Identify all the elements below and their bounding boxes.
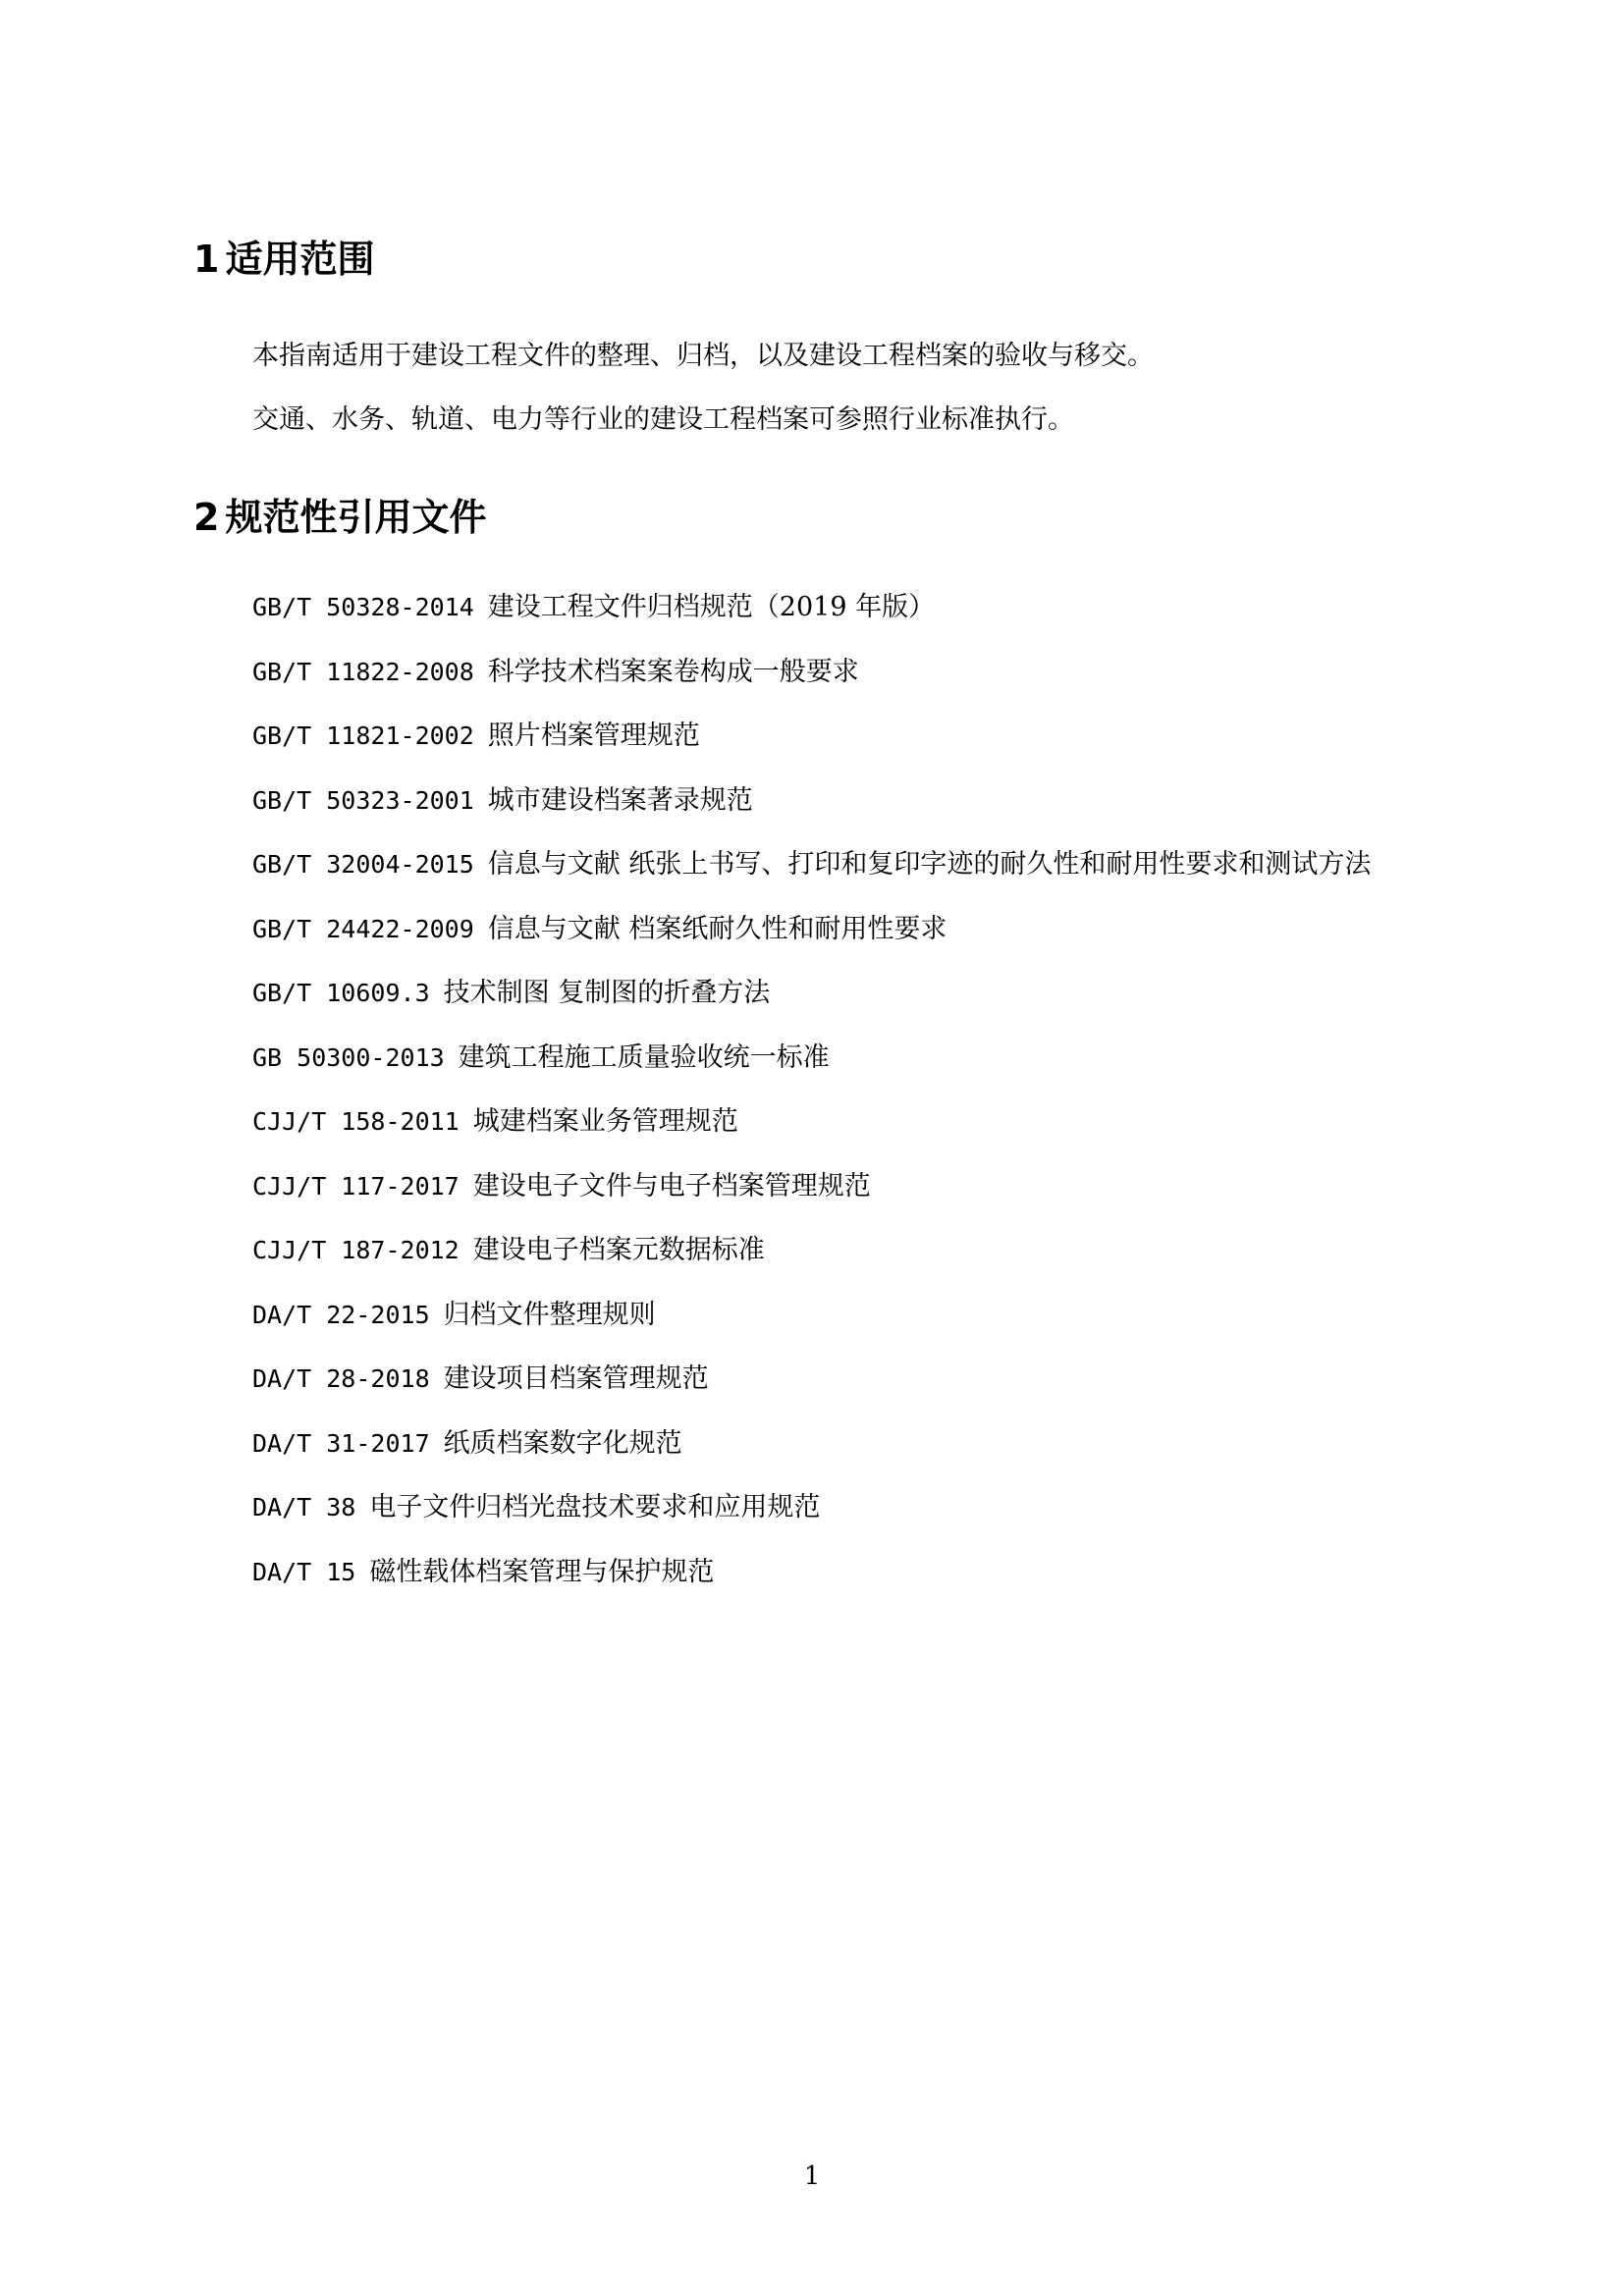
reference-code: DA/T 28-2018 bbox=[252, 1364, 430, 1393]
reference-code: GB/T 50323-2001 bbox=[252, 785, 474, 815]
reference-code: GB/T 32004-2015 bbox=[252, 850, 474, 879]
reference-code: DA/T 15 bbox=[252, 1557, 356, 1586]
reference-item bbox=[252, 783, 1371, 848]
reference-code: GB/T 11821-2002 bbox=[252, 721, 474, 750]
reference-item bbox=[252, 976, 1371, 1041]
reference-code: DA/T 22-2015 bbox=[252, 1300, 430, 1329]
reference-title: 建设项目档案管理规范 bbox=[443, 1363, 709, 1394]
reference-title: 电子文件归档光盘技术要求和应用规范 bbox=[369, 1492, 821, 1522]
reference-item bbox=[252, 1426, 1371, 1491]
reference-code: GB/T 11822-2008 bbox=[252, 657, 474, 686]
reference-title: 建筑工程施工质量验收统一标准 bbox=[458, 1041, 830, 1073]
section-1-heading bbox=[193, 236, 374, 283]
reference-item bbox=[252, 590, 1371, 655]
reference-code: GB/T 10609.3 bbox=[252, 979, 430, 1007]
reference-title: 技术制图 复制图的折叠方法 bbox=[443, 978, 771, 1008]
reference-item bbox=[252, 719, 1371, 783]
reference-title: 照片档案管理规范 bbox=[487, 721, 700, 751]
reference-code: DA/T 31-2017 bbox=[252, 1428, 430, 1458]
reference-title: 城建档案业务管理规范 bbox=[472, 1106, 738, 1137]
page-number: 1 bbox=[803, 2162, 821, 2191]
reference-code: GB/T 50328-2014 bbox=[252, 593, 474, 621]
reference-title: 建设电子档案元数据标准 bbox=[472, 1235, 765, 1265]
scope-paragraph-1: 本指南适用于建设工程文件的整理、归档，以及建设工程档案的验收与移交。 bbox=[252, 341, 1154, 371]
reference-item bbox=[252, 1233, 1371, 1298]
reference-title: 信息与文献 档案纸耐久性和耐用性要求 bbox=[487, 913, 947, 944]
reference-item bbox=[252, 1104, 1371, 1169]
reference-code: DA/T 38 bbox=[252, 1493, 356, 1522]
reference-title: 纸质档案数字化规范 bbox=[443, 1427, 682, 1459]
section-2-heading bbox=[193, 494, 486, 541]
reference-item bbox=[252, 847, 1371, 912]
reference-title: 信息与文献 纸张上书写、打印和复印字迹的耐久性和耐用性要求和测试方法 bbox=[487, 849, 1372, 880]
section-1-number: 1 bbox=[193, 238, 220, 281]
reference-title: 磁性载体档案管理与保护规范 bbox=[369, 1556, 715, 1587]
reference-title: 归档文件整理规则 bbox=[443, 1299, 656, 1330]
reference-title: 城市建设档案著录规范 bbox=[487, 784, 753, 816]
reference-item bbox=[252, 1169, 1371, 1234]
section-1-title: 适用范围 bbox=[225, 238, 375, 281]
section-2-number: 2 bbox=[193, 496, 220, 539]
normative-references-list bbox=[252, 590, 1371, 1619]
reference-code: GB/T 24422-2009 bbox=[252, 914, 474, 943]
reference-item bbox=[252, 655, 1371, 720]
reference-code: CJJ/T 158-2011 bbox=[252, 1107, 460, 1136]
reference-item bbox=[252, 1298, 1371, 1362]
reference-item bbox=[252, 1362, 1371, 1426]
reference-item bbox=[252, 1555, 1371, 1620]
reference-item bbox=[252, 912, 1371, 977]
reference-title: 建设电子文件与电子档案管理规范 bbox=[472, 1170, 871, 1201]
scope-paragraph-2: 交通、水务、轨道、电力等行业的建设工程档案可参照行业标准执行。 bbox=[252, 404, 1074, 435]
reference-code: CJJ/T 187-2012 bbox=[252, 1236, 460, 1264]
reference-item bbox=[252, 1490, 1371, 1555]
reference-code: GB 50300-2013 bbox=[252, 1042, 445, 1072]
reference-title: 科学技术档案案卷构成一般要求 bbox=[487, 656, 859, 687]
reference-item bbox=[252, 1041, 1371, 1105]
reference-title: 建设工程文件归档规范（2019 年版） bbox=[487, 592, 936, 622]
reference-code: CJJ/T 117-2017 bbox=[252, 1171, 460, 1201]
section-2-title: 规范性引用文件 bbox=[225, 496, 487, 539]
